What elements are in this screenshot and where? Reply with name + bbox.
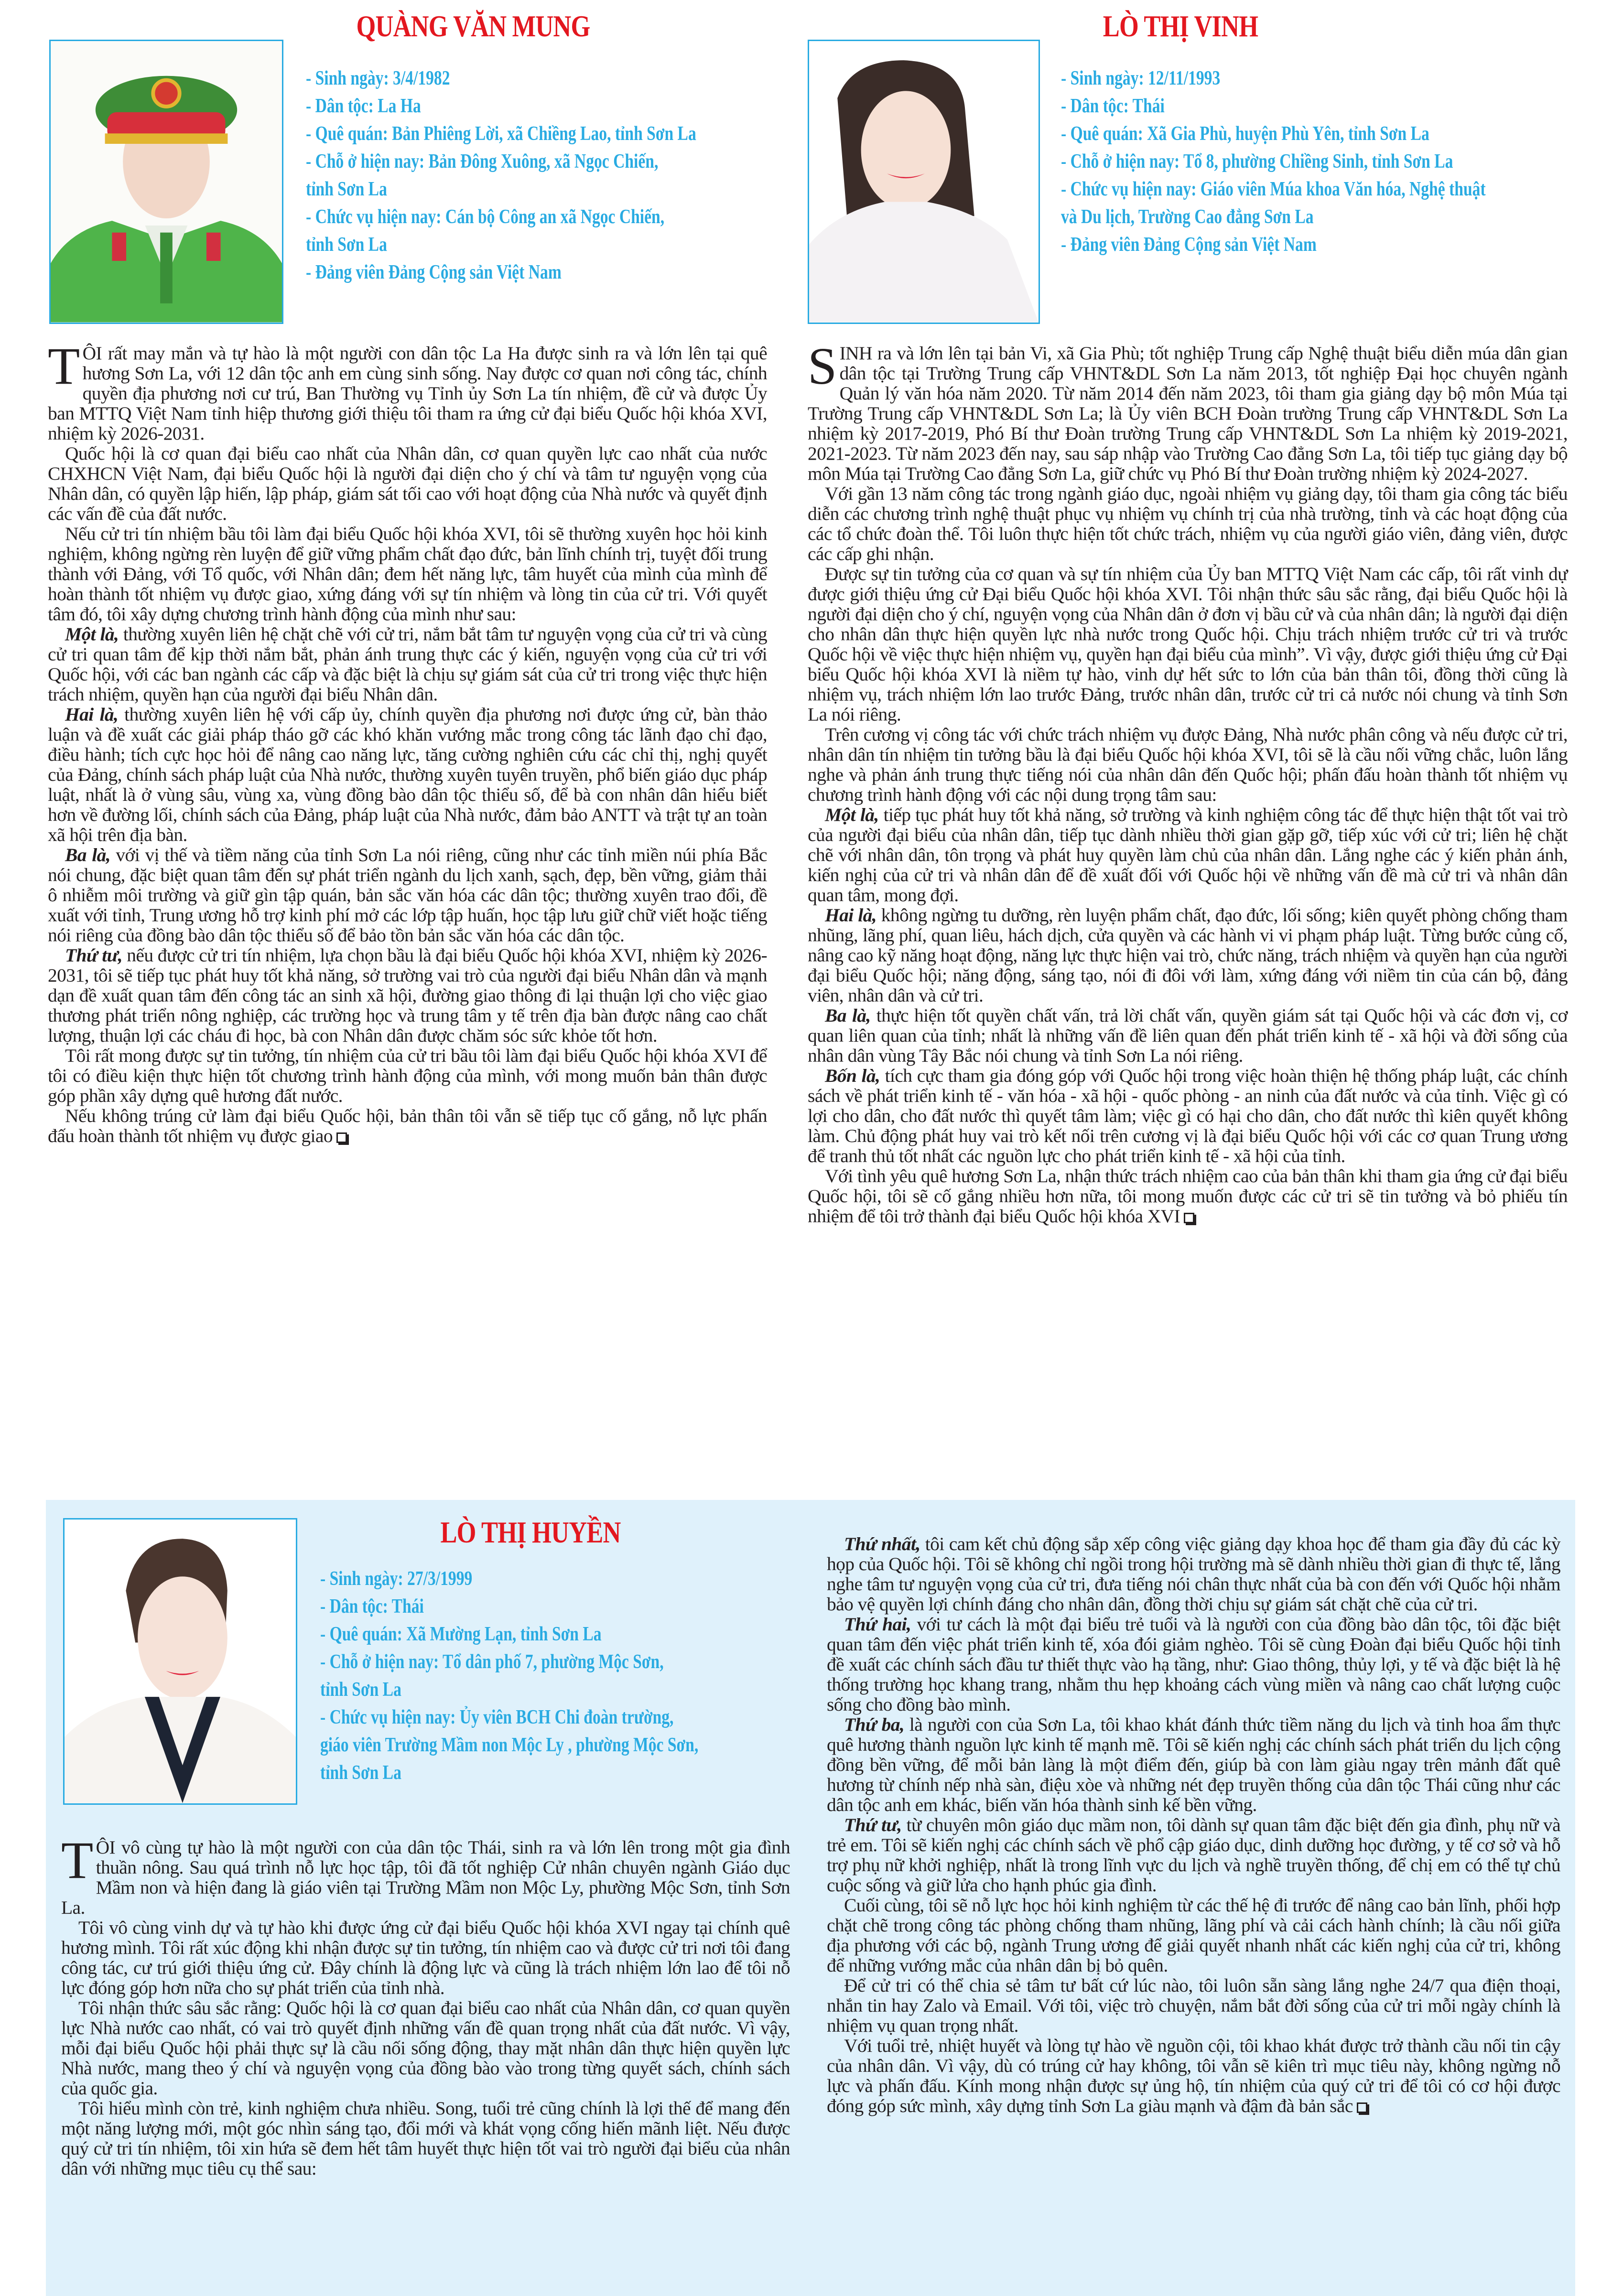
- intro-paragraph: [808, 337, 1568, 484]
- paragraph: [808, 724, 1568, 805]
- paragraph-text: ÔI vô cùng tự hào là một người con của dân tộc Thái, sinh ra và lớn lên trong một gia đình thuần nông. Sau quá trình nỗ lực học tập, tôi đã tốt nghiệp Cử nhân chuyên ngành Giáo dục Mầm non và hiện đang là giáo viên tại Trường Mầm non Mộc Ly, phường Mộc Sơn, tỉnh Sơn La.: [61, 1837, 790, 1918]
- paragraph: [61, 2098, 790, 2178]
- paragraph-text: nếu được cử tri tín nhiệm, lựa chọn bầu là đại biểu Quốc hội khóa XVI, nhiệm kỳ 2026-2031, tôi sẽ tiếp tục phát huy tốt khả năng, sở trường vai trò của người đại biểu Nhân dân và mạnh dạn đề xuất quan tâm đến công tác an sinh xã hội, đường giao thông đi lại thuận lợi cho việc giao thương phát triển nông nghiệp, các trường học và trung tâm y tế trên địa bàn được nâng cao chất lượng, thuận lợi các cháu đi học, bà con Nhân dân được chăm sóc sức khỏe tốt hơn.: [48, 945, 767, 1046]
- paragraph-text: Với tình yêu quê hương Sơn La, nhận thức trách nhiệm cao của bản thân khi tham gia ứng cử đại biểu Quốc hội, tôi sẽ cố gắng nhiều hơn nữa, tôi mong muốn được các cử tri sẽ tin tưởng và bỏ phiếu tín nhiệm để tôi trở thành đại biểu Quốc hội khóa XVI: [808, 1165, 1568, 1227]
- bio-line: - Dân tộc: Thái: [1061, 95, 1165, 117]
- paragraph: [48, 845, 767, 945]
- candidate-statement: [808, 337, 1568, 1227]
- lead-phrase: Hai là,: [65, 704, 119, 725]
- intro-paragraph: [61, 1831, 790, 1918]
- bio-line: - Quê quán: Xã Gia Phù, huyện Phù Yên, tỉnh Sơn La: [1061, 123, 1429, 145]
- paragraph-text: Trên cương vị công tác với chức trách nhiệm vụ được Đảng, Nhà nước phân công và nếu được cử tri, nhân dân tín nhiệm tin tưởng bầu là đại biểu Quốc hội khóa XVI, tôi sẽ là cầu nối vững chắc, luôn lắng nghe và phản ánh trung thực tiếng nói của nhân dân đến Quốc hội; phấn đấu hoàn thành tốt nhiệm vụ chương trình hành động với các nội dung trọng tâm sau:: [808, 724, 1568, 805]
- candidate-bio: [306, 65, 765, 286]
- paragraph-text: tôi cam kết chủ động sắp xếp công việc giảng dạy khoa học để tham gia đầy đủ các kỳ họp của Quốc hội. Tôi sẽ không chỉ ngồi trong hội trường mà sẽ dành nhiều thời gian đi thực tế, lắng nghe tâm tư nguyện vọng của cử tri, đưa tiếng nói chân thực nhất của bà con đến với Quốc hội nhằm bảo vệ quyền lợi chính đáng cho nhân dân, đồng thời chịu sự giám sát chặt chẽ của cử tri.: [827, 1533, 1560, 1615]
- paragraph: [808, 564, 1568, 724]
- candidate-photo-quang-van-mung: [49, 40, 283, 324]
- paragraph: [827, 1714, 1560, 1815]
- bio-line: - Chức vụ hiện nay: Cán bộ Công an xã Ngọc Chiến,: [306, 206, 665, 228]
- paragraph-text: INH ra và lớn lên tại bản Vi, xã Gia Phù; tốt nghiệp Trung cấp Nghệ thuật biểu diễn múa dân gian dân tộc tại Trường Trung cấp VHNT&DL Sơn La năm 2013, tốt nghiệp Đại học chuyên ngành Quản lý văn hóa năm 2020. Từ năm 2014 đến năm 2023, tôi tham gia giảng dạy bộ môn Múa tại Trường Trung cấp VHNT&DL Sơn La; là Ủy viên BCH Đoàn trường Trung cấp VHNT&DL Sơn La nhiệm kỳ 2017-2019, Phó Bí thư Đoàn trường Trung cấp VHNT&DL Sơn La nhiệm kỳ 2019-2021, 2021-2023. Từ năm 2023 đến nay, sau sáp nhập vào Trường Cao đẳng Sơn La, tôi tiếp tục giảng dạy bộ môn Múa tại Trường Cao đẳng Sơn La, giữ chức vụ Phó Bí thư Đoàn trường nhiệm kỳ 2024-2027.: [808, 343, 1568, 484]
- paragraph-text: Nếu cử tri tín nhiệm bầu tôi làm đại biểu Quốc hội khóa XVI, tôi sẽ thường xuyên học hỏi kinh nghiệm, không ngừng rèn luyện để giữ vững phẩm chất đạo đức, bản lĩnh chính trị, tuyệt đối trung thành với Đảng, với Tổ quốc, với Nhân dân; đem hết năng lực, tâm huyết của mình của mình để hoàn thành tốt nhiệm vụ được giao, xứng đáng với sự tín nhiệm và lòng tin của cử tri. Với quyết tâm đó, tôi xây dựng chương trình hành động của mình như sau:: [48, 523, 767, 625]
- intro-paragraph: [48, 337, 767, 444]
- paragraph: [48, 1106, 767, 1146]
- bio-line: - Quê quán: Xã Mường Lạn, tỉnh Sơn La: [320, 1623, 602, 1645]
- end-mark-icon: [1184, 1213, 1194, 1223]
- paragraph: [48, 704, 767, 845]
- paragraph: [827, 1815, 1560, 1895]
- lead-phrase: Thứ tư,: [65, 945, 122, 966]
- bio-line: - Chỗ ở hiện nay: Bản Đông Xuông, xã Ngọc Chiến,: [306, 151, 659, 172]
- drop-cap: T: [48, 337, 80, 395]
- paragraph-text: Với gần 13 năm công tác trong ngành giáo dục, ngoài nhiệm vụ giảng dạy, tôi tham gia công tác biểu diễn các chương trình nghệ thuật phục vụ nhiệm vụ chính trị của nhà trường, tỉnh và các hoạt động của các tổ chức đoàn thể. Tôi luôn thực hiện tốt chức trách, nhiệm vụ của người giáo viên, đảng viên, được các cấp ghi nhận.: [808, 483, 1568, 564]
- paragraph: [808, 1066, 1568, 1166]
- lead-phrase: Một là,: [65, 624, 119, 645]
- paragraph: [808, 1166, 1568, 1226]
- candidate-name: QUÀNG VĂN MUNG: [356, 9, 590, 43]
- bio-line: tỉnh Sơn La: [306, 234, 387, 256]
- paragraph: [48, 524, 767, 624]
- lead-phrase: Bốn là,: [825, 1065, 880, 1086]
- bio-line: tỉnh Sơn La: [320, 1679, 401, 1701]
- bio-line: - Chức vụ hiện nay: Giáo viên Múa khoa Văn hóa, Nghệ thuật: [1061, 178, 1486, 200]
- lead-phrase: Thứ nhất,: [844, 1533, 920, 1554]
- candidate-name: LÒ THỊ VINH: [1103, 9, 1258, 43]
- bio-line: - Đảng viên Đảng Cộng sản Việt Nam: [1061, 234, 1317, 256]
- paragraph: [827, 1975, 1560, 2036]
- bio-line: tỉnh Sơn La: [320, 1762, 401, 1784]
- paragraph-text: Cuối cùng, tôi sẽ nỗ lực học hỏi kinh nghiệm từ các thế hệ đi trước để nâng cao bản lĩnh, phối hợp chặt chẽ trong công tác phòng chống tham nhũng, lãng phí và cải cách hành chính; là cầu nối giữa địa phương với các bộ, ngành Trung ương để giải quyết nhanh nhất các kiến nghị của cử tri, không để những vướng mắc của nhân dân bị bỏ quên.: [827, 1895, 1560, 1976]
- lead-phrase: Ba là,: [65, 844, 111, 865]
- drop-cap: S: [808, 337, 837, 395]
- lead-phrase: Ba là,: [825, 1005, 871, 1026]
- paragraph: [808, 805, 1568, 905]
- police-officer-portrait-icon: [51, 41, 282, 323]
- woman-portrait-icon: [809, 41, 1039, 323]
- paragraph-text: không ngừng tu dưỡng, rèn luyện phẩm chất, đạo đức, lối sống; kiên quyết phòng chống tham nhũng, lãng phí, quan liêu, hách dịch, cửa quyền và các hành vi vi phạm pháp luật. Từng bước củng cố, nâng cao kỹ năng hoạt động, năng lực thực hiện vai trò, chức năng, trách nhiệm và quyền hạn của người đại biểu Quốc hội; năng động, sáng tạo, nói đi đôi với làm, xứng đáng với niềm tin của cán bộ, đảng viên, nhân dân và cử tri.: [808, 905, 1568, 1006]
- woman-portrait-icon: [65, 1520, 296, 1803]
- paragraph-text: thực hiện tốt quyền chất vấn, trả lời chất vấn, quyền giám sát tại Quốc hội và các đơn vị, cơ quan liên quan của tỉnh; nhất là những vấn đề liên quan đến phát triển kinh tế - xã hội và đời sống của nhân dân vùng Tây Bắc nói chung và tỉnh Sơn La nói riêng.: [808, 1005, 1568, 1066]
- paragraph-text: Được sự tin tưởng của cơ quan và sự tín nhiệm của Ủy ban MTTQ Việt Nam các cấp, tôi rất vinh dự được giới thiệu ứng cử Đại biểu Quốc hội khóa XVI. Tôi nhận thức sâu sắc rằng, đại biểu Quốc hội là người đại diện cho ý chí, nguyện vọng của Nhân dân ở đơn vị bầu cử và của nhân dân; là người đại diện cho nhân dân thực hiện quyền lực nhà nước trong Quốc hội. Chịu trách nhiệm trước cử tri và trước Quốc hội về việc thực hiện nhiệm vụ, quyền hạn đại biểu của mình”. Vì vậy, được giới thiệu ứng cử Đại biểu Quốc hội khóa XVI là niềm tự hào, vinh dự hết sức to lớn của bản thân tôi, đồng thời cũng là nhiệm vụ, trách nhiệm lớn lao trước Đảng, trước nhân dân, trước cử tri cả nước nói chung và tỉnh Sơn La nói riêng.: [808, 563, 1568, 725]
- bio-line: - Đảng viên Đảng Cộng sản Việt Nam: [306, 261, 562, 283]
- paragraph-text: từ chuyên môn giáo dục mầm non, tôi dành sự quan tâm đặc biệt đến gia đình, phụ nữ và trẻ em. Tôi sẽ kiến nghị các chính sách về phổ cập giáo dục, dinh dưỡng học đường, y tế cơ sở và hỗ trợ phụ nữ khởi nghiệp, nhất là trong lĩnh vực du lịch và nghề truyền thống, để chị em có thể tự chủ cuộc sống và giữ lửa cho hạnh phúc gia đình.: [827, 1814, 1560, 1896]
- paragraph: [827, 2036, 1560, 2116]
- paragraph: [61, 1998, 790, 2098]
- bio-line: - Chỗ ở hiện nay: Tổ dân phố 7, phường Mộc Sơn,: [320, 1651, 664, 1673]
- paragraph: [827, 1534, 1560, 1614]
- paragraph-text: với vị thế và tiềm năng của tỉnh Sơn La nói riêng, cũng như các tỉnh miền núi phía Bắc nói chung, đặc biệt quan tâm đến sự phát triển ngành du lịch xanh, sạch, đẹp, bền vững, giảm thải ô nhiễm môi trường và giữ gìn tập quán, bản sắc văn hóa các dân tộc; thường xuyên trao đổi, đề xuất với tỉnh, Trung ương hỗ trợ kinh phí mở các lớp tập huấn, học tập lưu giữ chữ viết hoặc tiếng nói riêng của đồng bào dân tộc thiểu số để bảo tồn bản sắc văn hóa các dân tộc.: [48, 844, 767, 946]
- paragraph-text: Tôi rất mong được sự tin tưởng, tín nhiệm của cử tri bầu tôi làm đại biểu Quốc hội khóa XVI để tôi có điều kiện thực hiện tốt chương trình hành động của mình, với mong muốn bản thân được góp phần xây dựng quê hương đất nước.: [48, 1045, 767, 1106]
- paragraph-text: với tư cách là một đại biểu trẻ tuổi và là người con của đồng bào dân tộc, tôi đặc biệt quan tâm đến việc phát triển kinh tế, xóa đói giảm nghèo. Tôi sẽ cùng Đoàn đại biểu Quốc hội tỉnh đề xuất các chính sách đầu tư thiết thực vào hạ tầng, như: Giao thông, thủy lợi, y tế và đặc biệt là hệ thống trường học khang trang, nhằm thu hẹp khoảng cách vùng miền và nâng cao chất lượng cuộc sống cho đồng bào mình.: [827, 1614, 1561, 1715]
- paragraph: [61, 1918, 790, 1998]
- bio-line: - Sinh ngày: 27/3/1999: [320, 1568, 473, 1590]
- candidate-statement: [48, 337, 768, 1146]
- bio-line: - Chỗ ở hiện nay: Tổ 8, phường Chiềng Sinh, tỉnh Sơn La: [1061, 151, 1453, 172]
- end-mark-icon: [336, 1132, 347, 1143]
- candidate-bio: [1061, 65, 1587, 259]
- paragraph: [48, 1046, 767, 1106]
- paragraph: [808, 1005, 1568, 1066]
- paragraph: [48, 624, 767, 704]
- paragraph-text: thường xuyên liên hệ chặt chẽ với cử tri, nắm bắt tâm tư nguyện vọng của cử tri và cùng cử tri quan tâm để kịp thời nắm bắt, phản ánh trung thực các ý kiến, nguyện vọng của cử tri với Quốc hội, với các ban ngành các cấp và đặc biệt là chịu sự giám sát của cử tri trong việc thực hiện trách nhiệm, quyền hạn của người đại biểu Nhân dân.: [48, 624, 768, 705]
- paragraph-text: tích cực tham gia đóng góp với Quốc hội trong việc hoàn thiện hệ thống pháp luật, các chính sách về phát triển kinh tế - văn hóa - xã hội - quốc phòng - an ninh của đất nước và của tỉnh. Việc gì có lợi cho dân, cho đất nước thì quyết tâm làm; việc gì có hại cho dân, cho đất nước thì kiên quyết không làm. Chủ động phát huy vai trò kết nối trên cương vị là đại biểu Quốc hội với các cơ quan Trung ương để tranh thủ tốt nhất các nguồn lực cho phát triển kinh tế - xã hội của tỉnh.: [808, 1065, 1568, 1166]
- paragraph-text: Tôi hiểu mình còn trẻ, kinh nghiệm chưa nhiều. Song, tuổi trẻ cũng chính là lợi thế để mang đến một năng lượng mới, một góc nhìn sáng tạo, đổi mới và khát vọng cống hiến mãnh liệt. Nếu được quý cử tri tín nhiệm, tôi xin hứa sẽ đem hết tâm huyết thực hiện tốt vai trò người đại biểu của nhân dân với những mục tiêu cụ thể sau:: [61, 2098, 790, 2179]
- bio-line: - Quê quán: Bản Phiêng Lời, xã Chiềng Lao, tỉnh Sơn La: [306, 123, 696, 145]
- bio-line: - Dân tộc: La Ha: [306, 95, 421, 117]
- candidate-photo-lo-thi-huyen: [63, 1518, 297, 1805]
- bio-line: và Du lịch, Trường Cao đẳng Sơn La: [1061, 206, 1314, 228]
- candidate-name: LÒ THỊ HUYỀN: [440, 1515, 621, 1549]
- paragraph: [48, 443, 767, 524]
- bio-line: - Chức vụ hiện nay: Ủy viên BCH Chi đoàn trường,: [320, 1706, 674, 1728]
- candidate-statement-continued: [827, 1534, 1560, 2116]
- paragraph: [827, 1614, 1560, 1714]
- drop-cap: T: [61, 1831, 93, 1889]
- bio-line: - Sinh ngày: 3/4/1982: [306, 67, 450, 89]
- bio-line: - Dân tộc: Thái: [320, 1595, 424, 1617]
- paragraph-text: Tôi nhận thức sâu sắc rằng: Quốc hội là cơ quan đại biểu cao nhất của Nhân dân, cơ quan quyền lực Nhà nước cao nhất, có vai trò quyết định những vấn đề quan trọng nhất của đất nước. Vì vậy, mỗi đại biểu Quốc hội phải thực sự là cầu nối sống động, thay mặt nhân dân thực hiện quyền lực Nhà nước, mang theo ý chí và nguyện vọng của đồng bào vào trong từng quyết sách, chính sách của quốc gia.: [61, 1997, 790, 2099]
- candidate-statement: [61, 1831, 790, 2179]
- lead-phrase: Thứ tư,: [844, 1814, 902, 1835]
- paragraph-text: ÔI rất may mắn và tự hào là một người con dân tộc La Ha được sinh ra và lớn lên tại quê hương Sơn La, với 12 dân tộc anh em cùng sinh sống. Nay được cơ quan nơi công tác, chính quyền địa phương nơi cư trú, Ban Thường vụ Tỉnh ủy Sơn La tín nhiệm, đề cử và được Ủy ban MTTQ Việt Nam tỉnh hiệp thương giới thiệu tôi tham ra ứng cử đại biểu Quốc hội khóa XVI, nhiệm kỳ 2026-2031.: [48, 343, 767, 444]
- bio-line: giáo viên Trường Mầm non Mộc Ly , phường Mộc Sơn,: [320, 1734, 699, 1756]
- lead-phrase: Hai là,: [825, 905, 877, 926]
- paragraph-text: Với tuổi trẻ, nhiệt huyết và lòng tự hào về nguồn cội, tôi khao khát được trở thành cầu nối tin cậy của nhân dân. Vì vậy, dù có trúng cử hay không, tôi vẫn sẽ kiên trì mục tiêu này, không ngừng nỗ lực và phấn đấu. Kính mong nhận được sự ủng hộ, tín nhiệm của quý cử tri để tôi có cơ hội được đóng góp sức mình, xây dựng tỉnh Sơn La giàu mạnh và đậm đà bản sắc: [827, 2035, 1560, 2116]
- paragraph-text: là người con của Sơn La, tôi khao khát đánh thức tiềm năng du lịch và tinh hoa ẩm thực quê hương thành nguồn lực kinh tế mạnh mẽ. Tôi sẽ kiến nghị các chính sách phát triển du lịch cộng đồng bền vững, để mỗi bản làng là một điểm đến, giúp bà con làm giàu ngay trên mảnh đất quê hương từ chính nếp nhà sàn, điệu xòe và những nét đẹp truyền thống của dân tộc Thái cũng như các dân tộc anh em khác, biến văn hóa thành sinh kế bền vững.: [827, 1714, 1561, 1815]
- paragraph-text: Quốc hội là cơ quan đại biểu cao nhất của Nhân dân, cơ quan quyền lực cao nhất của nước CHXHCN Việt Nam, đại biểu Quốc hội là người đại diện cho ý chí và tâm tư nguyện vọng của Nhân dân, có quyền lập hiến, lập pháp, giám sát tối cao với hoạt động của Nhà nước và quyết định các vấn đề của đất nước.: [48, 443, 767, 524]
- paragraph-text: Để cử tri có thể chia sẻ tâm tư bất cứ lúc nào, tôi luôn sẵn sàng lắng nghe 24/7 qua điện thoại, nhắn tin hay Zalo và Email. Với tôi, việc trò chuyện, nắm bắt đời sống của cử tri mỗi ngày chính là nhiệm vụ quan trọng nhất.: [827, 1975, 1560, 2036]
- paragraph: [808, 484, 1568, 564]
- paragraph-text: Nếu không trúng cử làm đại biểu Quốc hội, bản thân tôi vẫn sẽ tiếp tục cố gắng, nỗ lực phấn đấu hoàn thành tốt nhiệm vụ được giao: [48, 1105, 767, 1146]
- end-mark-icon: [1357, 2102, 1367, 2113]
- paragraph: [808, 905, 1568, 1005]
- paragraph: [48, 945, 767, 1046]
- bio-line: tỉnh Sơn La: [306, 178, 387, 200]
- lead-phrase: Thứ ba,: [844, 1714, 905, 1735]
- paragraph: [827, 1895, 1560, 1975]
- bio-line: - Sinh ngày: 12/11/1993: [1061, 67, 1221, 89]
- candidate-bio: [320, 1565, 808, 1787]
- lead-phrase: Thứ hai,: [844, 1614, 911, 1635]
- candidate-photo-lo-thi-vinh: [808, 40, 1040, 324]
- paragraph-text: thường xuyên liên hệ với cấp ủy, chính quyền địa phương nơi được ứng cử, bàn thảo luận và đề xuất các giải pháp tháo gỡ các khó khăn vướng mắc trong công tác lãnh đạo chỉ đạo, điều hành; tích cực học hỏi để nâng cao năng lực, tăng cường nghiên cứu các chỉ thị, nghị quyết của Đảng, chính sách pháp luật của Nhà nước, thường xuyên tuyên truyền, phổ biến giáo dục pháp luật, nhất là ở vùng sâu, vùng xa, vùng đồng bào dân tộc thiểu số, để bà con nhân dân hiểu biết hơn về đường lối, chính sách của Đảng, pháp luật của Nhà nước, đảm bảo ANTT và trật tự an toàn xã hội trên địa bàn.: [48, 704, 767, 845]
- paragraph-text: Tôi vô cùng vinh dự và tự hào khi được ứng cử đại biểu Quốc hội khóa XVI ngay tại chính quê hương mình. Tôi rất xúc động khi nhận được sự tin tưởng, tín nhiệm cao và được cử tri nơi tôi đang công tác, cư trú giới thiệu ứng cử. Đây chính là động lực và cũng là trách nhiệm lớn lao để tôi nỗ lực đóng góp hơn nữa cho sự phát triển của tỉnh nhà.: [61, 1917, 790, 1998]
- paragraph-text: tiếp tục phát huy tốt khả năng, sở trường và kinh nghiệm công tác để thực hiện thật tốt vai trò của người đại biểu của nhân dân, tiếp tục dành nhiều thời gian gặp gỡ, tiếp xúc với cử tri; liên hệ chặt chẽ với nhân dân, tôn trọng và phát huy quyền làm chủ của nhân dân. Lắng nghe các ý kiến phản ánh, kiến nghị của cử tri và nhân dân để đề xuất đối với Quốc hội về những vấn đề mà cử tri và nhân dân quan tâm, mong đợi.: [808, 804, 1568, 905]
- lead-phrase: Một là,: [825, 804, 879, 825]
